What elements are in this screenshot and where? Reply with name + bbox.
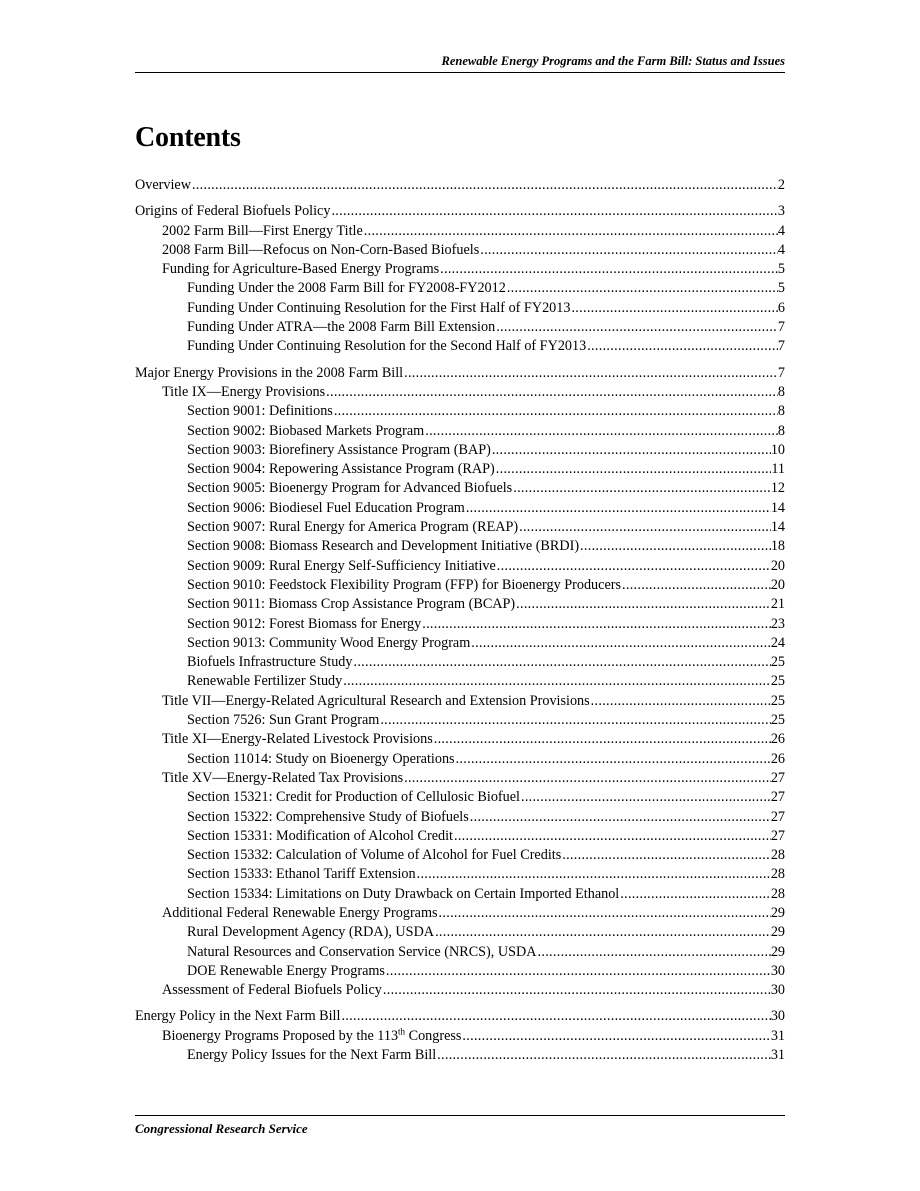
toc-entry[interactable] <box>135 827 785 846</box>
toc-page-number: 4 <box>777 222 785 239</box>
toc-dot-leader <box>333 402 778 421</box>
toc-entry-label: Section 9002: Biobased Markets Program <box>187 422 425 439</box>
toc-entry[interactable] <box>135 518 785 537</box>
toc-entry-label: Section 15331: Modification of Alcohol Credit <box>187 827 453 844</box>
toc-entry[interactable] <box>135 299 785 318</box>
toc-entry[interactable] <box>135 981 785 1000</box>
toc-page-number: 30 <box>770 1008 785 1025</box>
toc-dot-leader <box>438 904 771 923</box>
toc-entry-label: Section 7526: Sun Grant Program <box>187 712 380 729</box>
toc-page-number: 7 <box>777 364 785 381</box>
toc-dot-leader <box>325 383 778 402</box>
toc-page-number: 6 <box>777 299 785 316</box>
toc-entry[interactable] <box>135 672 785 691</box>
toc-entry[interactable] <box>135 1007 785 1026</box>
toc-dot-leader <box>330 202 777 221</box>
toc-page-number: 29 <box>770 943 785 960</box>
toc-entry-label: Section 15322: Comprehensive Study of Biofuels <box>187 808 469 825</box>
toc-entry[interactable] <box>135 402 785 421</box>
toc-dot-leader <box>382 981 771 1000</box>
toc-page-number: 27 <box>770 827 785 844</box>
toc-entry-label: Section 9012: Forest Biomass for Energy <box>187 615 422 632</box>
toc-entry[interactable] <box>135 904 785 923</box>
toc-entry-label: Section 11014: Study on Bioenergy Operations <box>187 750 455 767</box>
toc-entry-label: Section 9009: Rural Energy Self-Sufficiency Initiative <box>187 557 496 574</box>
toc-page-number: 27 <box>770 769 785 786</box>
toc-entry-label: Major Energy Provisions in the 2008 Farm Bill <box>135 364 404 381</box>
toc-dot-leader <box>590 692 771 711</box>
toc-dot-leader <box>479 241 778 260</box>
toc-entry-label: Section 9011: Biomass Crop Assistance Program (BCAP) <box>187 596 516 613</box>
toc-entry-label: Title VII—Energy-Related Agricultural Research and Extension Provisions <box>162 692 590 709</box>
toc-entry-label: Section 15333: Ethanol Tariff Extension <box>187 866 416 883</box>
toc-page-number: 8 <box>777 383 785 400</box>
toc-dot-leader <box>619 885 771 904</box>
toc-entry[interactable] <box>135 788 785 807</box>
toc-dot-leader <box>434 923 771 942</box>
toc-entry[interactable] <box>135 615 785 634</box>
toc-dot-leader <box>495 460 772 479</box>
toc-dot-leader <box>621 576 771 595</box>
toc-entry-label: Funding Under Continuing Resolution for the Second Half of FY2013 <box>187 338 587 355</box>
toc-entry[interactable] <box>135 479 785 498</box>
toc-entry[interactable] <box>135 176 785 195</box>
toc-entry-label: Section 15334: Limitations on Duty Drawback on Certain Imported Ethanol <box>187 885 620 902</box>
toc-entry-label: Section 9008: Biomass Research and Development Initiative (BRDI) <box>187 538 580 555</box>
toc-entry-label: 2002 Farm Bill—First Energy Title <box>162 222 363 239</box>
toc-page-number: 26 <box>770 731 785 748</box>
toc-entry[interactable] <box>135 943 785 962</box>
toc-entry[interactable] <box>135 537 785 556</box>
toc-page-number: 12 <box>770 480 785 497</box>
toc-entry[interactable] <box>135 383 785 402</box>
toc-dot-leader <box>340 1007 770 1026</box>
toc-entry-label: DOE Renewable Energy Programs <box>187 962 385 979</box>
toc-entry-label: Rural Development Agency (RDA), USDA <box>187 924 435 941</box>
toc-entry[interactable] <box>135 808 785 827</box>
toc-page-number: 27 <box>770 789 785 806</box>
toc-entry-label: Title IX—Energy Provisions <box>162 383 326 400</box>
toc-dot-leader <box>433 730 771 749</box>
toc-page-number: 11 <box>771 461 785 478</box>
toc-dot-leader <box>352 653 770 672</box>
toc-entry[interactable] <box>135 1046 785 1065</box>
toc-dot-leader <box>363 222 778 241</box>
toc-dot-leader <box>586 337 778 356</box>
toc-page-number: 20 <box>770 557 785 574</box>
toc-entry-label: Funding for Agriculture-Based Energy Programs <box>162 261 440 278</box>
toc-page-number: 8 <box>777 422 785 439</box>
toc-entry[interactable] <box>135 222 785 241</box>
toc-entry-label: Section 9006: Biodiesel Fuel Education Program <box>187 499 465 516</box>
toc-entry[interactable] <box>135 711 785 730</box>
toc-page-number: 4 <box>777 241 785 258</box>
running-header: Renewable Energy Programs and the Farm Bill: Status and Issues <box>441 54 785 68</box>
toc-entry-label: Section 9013: Community Wood Energy Program <box>187 634 471 651</box>
toc-page-number: 31 <box>770 1027 785 1044</box>
toc-page-number: 28 <box>770 885 785 902</box>
toc-dot-leader <box>385 962 771 981</box>
page-title: Contents <box>135 122 241 153</box>
toc-entry-label: Section 9007: Rural Energy for America Program (REAP) <box>187 519 519 536</box>
toc-entry-label: Title XI—Energy-Related Livestock Provisions <box>162 731 433 748</box>
toc-page-number: 25 <box>770 673 785 690</box>
toc-entry[interactable] <box>135 557 785 576</box>
toc-entry[interactable] <box>135 962 785 981</box>
toc-dot-leader <box>520 788 771 807</box>
toc-entry-label: 2008 Farm Bill—Refocus on Non-Corn-Based Biofuels <box>162 241 480 258</box>
toc-entry-label: Section 15321: Credit for Production of Cellulosic Biofuel <box>187 789 520 806</box>
toc-entry-label: Section 9003: Biorefinery Assistance Program (BAP) <box>187 441 491 458</box>
toc-page-number: 27 <box>770 808 785 825</box>
toc-dot-leader <box>191 176 778 195</box>
header-rule <box>135 72 785 73</box>
toc-page-number: 18 <box>770 538 785 555</box>
toc-entry[interactable] <box>135 364 785 383</box>
toc-entry[interactable] <box>135 846 785 865</box>
toc-entry-superscript: th <box>398 1026 406 1037</box>
toc-dot-leader <box>403 769 771 788</box>
toc-entry-label: Funding Under Continuing Resolution for the First Half of FY2013 <box>187 299 571 316</box>
toc-entry-label: Section 9004: Repowering Assistance Program (RAP) <box>187 461 495 478</box>
toc-page-number: 25 <box>770 712 785 729</box>
toc-dot-leader <box>379 711 771 730</box>
toc-entry[interactable] <box>135 499 785 518</box>
toc-page-number: 30 <box>770 962 785 979</box>
toc-dot-leader <box>537 943 771 962</box>
toc-entry[interactable] <box>135 730 785 749</box>
toc-entry[interactable] <box>135 885 785 904</box>
toc-dot-leader <box>579 537 771 556</box>
toc-entry-label: Bioenergy Programs Proposed by the 113th Congress <box>162 1026 462 1044</box>
toc-page-number: 21 <box>770 596 785 613</box>
toc-dot-leader <box>436 1046 771 1065</box>
toc-entry-label: Funding Under ATRA—the 2008 Farm Bill Extension <box>187 319 496 336</box>
toc-page-number: 10 <box>770 441 785 458</box>
toc-entry-label: Energy Policy in the Next Farm Bill <box>135 1008 341 1025</box>
toc-page-number: 14 <box>770 519 785 536</box>
toc-entry[interactable] <box>135 769 785 788</box>
toc-dot-leader <box>461 1027 770 1046</box>
toc-page-number: 2 <box>777 177 785 193</box>
toc-entry-label: Section 9005: Bioenergy Program for Advanced Biofuels <box>187 480 513 497</box>
toc-entry[interactable] <box>135 202 785 221</box>
toc-dot-leader <box>470 634 771 653</box>
toc-page-number: 3 <box>777 203 785 220</box>
toc-entry[interactable] <box>135 260 785 279</box>
toc-dot-leader <box>515 595 771 614</box>
toc-page-number: 31 <box>770 1047 785 1064</box>
toc-dot-leader <box>421 615 771 634</box>
running-footer: Congressional Research Service <box>135 1121 308 1136</box>
toc-entry[interactable] <box>135 422 785 441</box>
toc-entry-label: Biofuels Infrastructure Study <box>187 654 353 671</box>
toc-entry[interactable] <box>135 595 785 614</box>
toc-entry-label: Section 15332: Calculation of Volume of Alcohol for Fuel Credits <box>187 847 562 864</box>
toc-entry-label: Assessment of Federal Biofuels Policy <box>162 982 382 999</box>
toc-dot-leader <box>465 499 771 518</box>
toc-page-number: 28 <box>770 847 785 864</box>
toc-dot-leader <box>403 364 778 383</box>
toc-entry-label: Natural Resources and Conservation Service (NRCS), USDA <box>187 943 537 960</box>
toc-entry[interactable] <box>135 653 785 672</box>
toc-page-number: 29 <box>770 904 785 921</box>
toc-entry-label: Section 9010: Feedstock Flexibility Program (FFP) for Bioenergy Producers <box>187 576 621 593</box>
toc-dot-leader <box>496 557 771 576</box>
toc-dot-leader <box>455 750 771 769</box>
toc-page-number: 26 <box>770 750 785 767</box>
toc-entry-label: Renewable Fertilizer Study <box>187 673 343 690</box>
toc-entry[interactable] <box>135 865 785 884</box>
toc-entry[interactable] <box>135 576 785 595</box>
toc-dot-leader <box>342 672 771 691</box>
toc-dot-leader <box>491 441 771 460</box>
toc-entry-label: Overview <box>135 177 191 193</box>
toc-page-number: 25 <box>770 654 785 671</box>
toc-entry-label: Origins of Federal Biofuels Policy <box>135 203 331 220</box>
toc-page-number: 7 <box>777 338 785 355</box>
toc-entry[interactable] <box>135 241 785 260</box>
toc-entry[interactable] <box>135 279 785 298</box>
toc-entry[interactable] <box>135 750 785 769</box>
toc-entry-label: Energy Policy Issues for the Next Farm Bill <box>187 1047 437 1064</box>
toc-entry-label: Title XV—Energy-Related Tax Provisions <box>162 769 404 786</box>
toc-dot-leader <box>506 279 778 298</box>
toc-dot-leader <box>570 299 777 318</box>
toc-dot-leader <box>416 865 771 884</box>
toc-entry[interactable] <box>135 318 785 337</box>
toc-entry[interactable] <box>135 634 785 653</box>
toc-entry-label: Additional Federal Renewable Energy Programs <box>162 904 438 921</box>
toc-page-number: 25 <box>770 692 785 709</box>
toc-entry[interactable] <box>135 1027 785 1046</box>
toc-page-number: 23 <box>770 615 785 632</box>
toc-dot-leader <box>512 479 771 498</box>
toc-page-number: 29 <box>770 924 785 941</box>
table-of-contents <box>135 176 785 1065</box>
toc-page-number: 28 <box>770 866 785 883</box>
toc-page-number: 5 <box>777 280 785 297</box>
toc-dot-leader <box>469 808 771 827</box>
toc-entry[interactable] <box>135 337 785 356</box>
toc-page-number: 8 <box>777 403 785 420</box>
toc-dot-leader <box>495 318 778 337</box>
toc-entry[interactable] <box>135 441 785 460</box>
toc-page-number: 14 <box>770 499 785 516</box>
toc-page-number: 24 <box>770 634 785 651</box>
toc-dot-leader <box>518 518 771 537</box>
toc-dot-leader <box>439 260 778 279</box>
toc-entry[interactable] <box>135 692 785 711</box>
footer-rule <box>135 1115 785 1116</box>
toc-entry-label: Section 9001: Definitions <box>187 403 333 420</box>
toc-entry-label: Funding Under the 2008 Farm Bill for FY2008-FY2012 <box>187 280 506 297</box>
toc-dot-leader <box>561 846 771 865</box>
toc-page-number: 30 <box>770 982 785 999</box>
toc-dot-leader <box>453 827 771 846</box>
toc-page-number: 7 <box>777 319 785 336</box>
toc-entry[interactable] <box>135 923 785 942</box>
toc-entry[interactable] <box>135 460 785 479</box>
toc-page-number: 5 <box>777 261 785 278</box>
toc-dot-leader <box>424 422 778 441</box>
toc-page-number: 20 <box>770 576 785 593</box>
